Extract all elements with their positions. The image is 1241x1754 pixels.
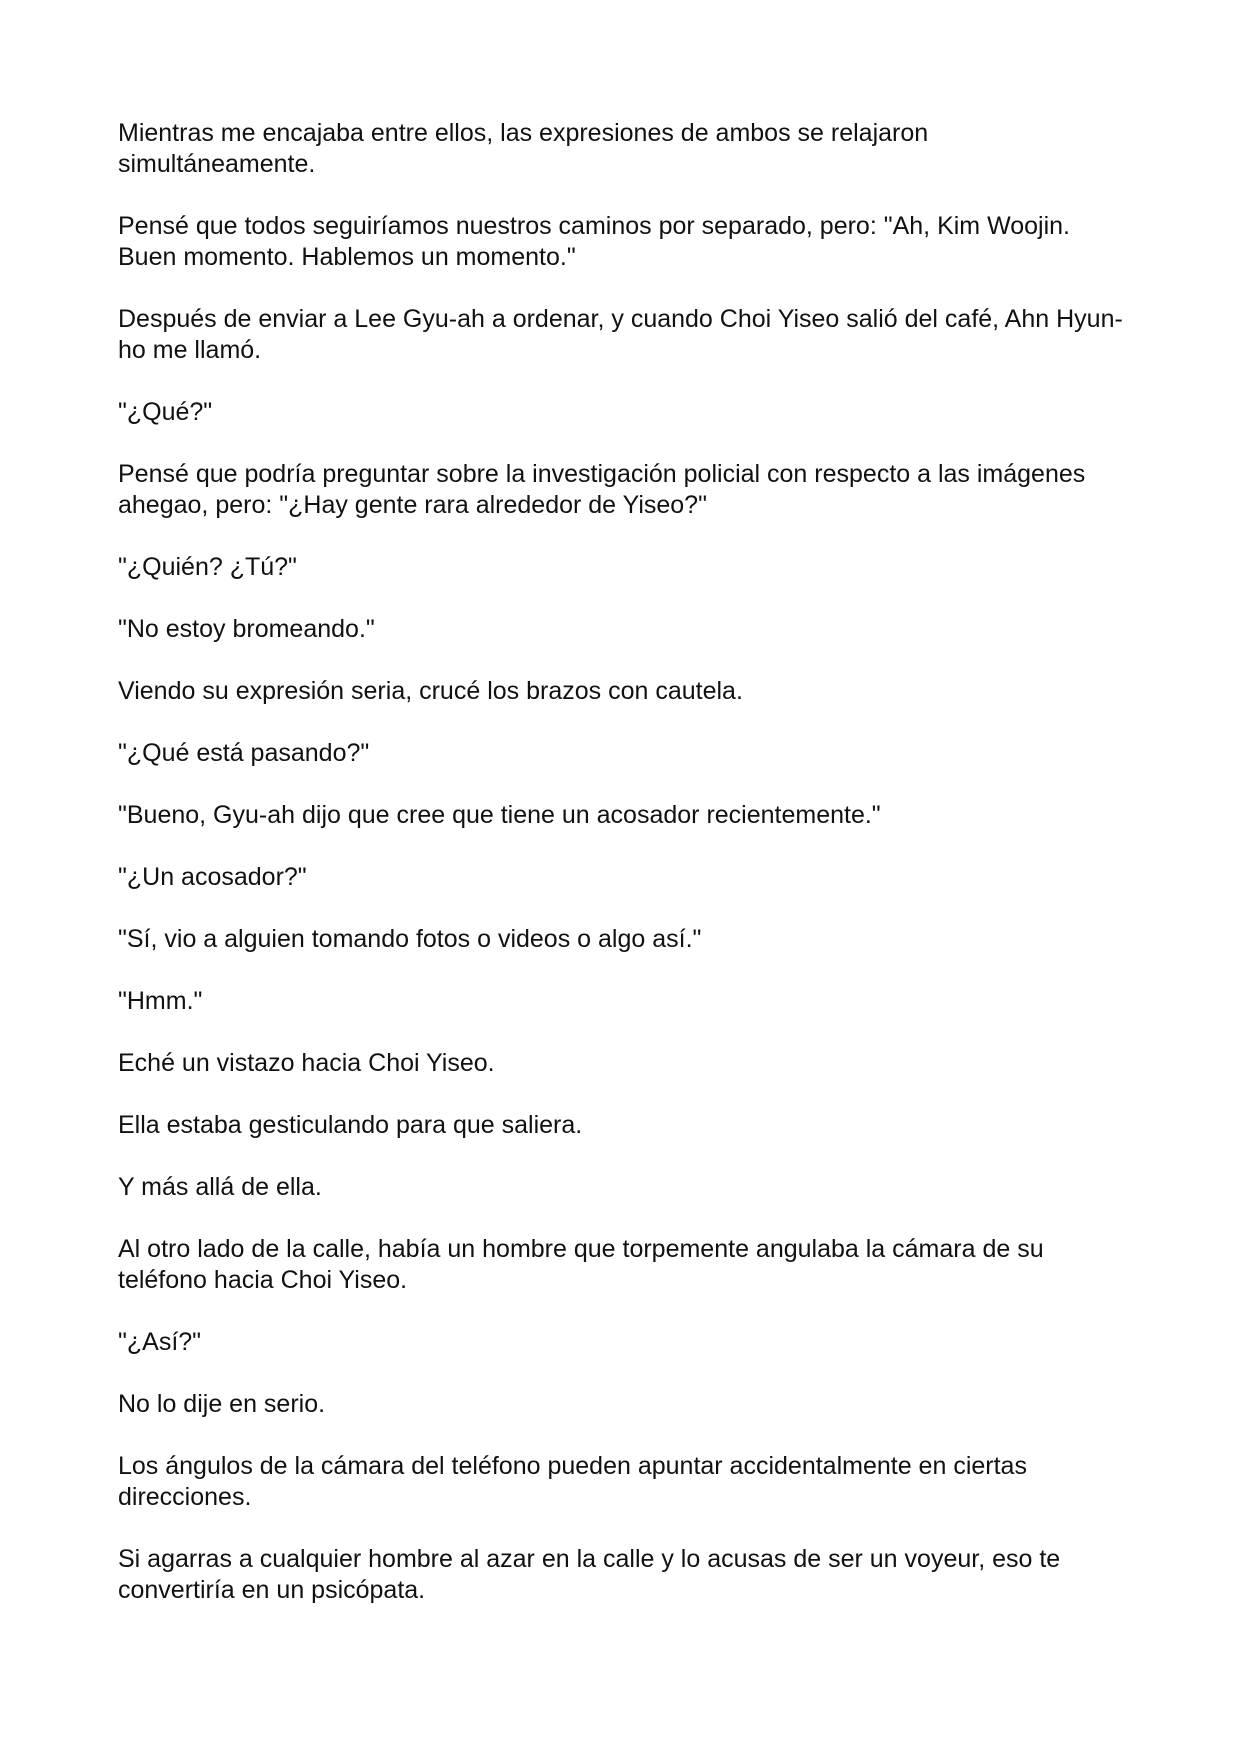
- paragraph: "Bueno, Gyu-ah dijo que cree que tiene un acosador recientemente.": [118, 801, 881, 829]
- paragraph: "Hmm.": [118, 987, 203, 1015]
- paragraph: No lo dije en serio.: [118, 1390, 326, 1418]
- paragraph: "Sí, vio a alguien tomando fotos o videos o algo así.": [118, 925, 702, 953]
- paragraph: Pensé que todos seguiríamos nuestros caminos por separado, pero: "Ah, Kim Woojin. Buen momento. Hablemos un momento.": [118, 212, 1070, 271]
- paragraph: "No estoy bromeando.": [118, 615, 375, 643]
- paragraph: Si agarras a cualquier hombre al azar en la calle y lo acusas de ser un voyeur, eso te convertiría en un psicópata.: [118, 1545, 1061, 1604]
- paragraph: Mientras me encajaba entre ellos, las expresiones de ambos se relajaron simultáneamente.: [118, 119, 929, 178]
- document-body: [118, 118, 1128, 1637]
- paragraph: "¿Así?": [118, 1328, 202, 1356]
- paragraph: Los ángulos de la cámara del teléfono pueden apuntar accidentalmente en ciertas direcciones.: [118, 1452, 1027, 1511]
- paragraph: Después de enviar a Lee Gyu-ah a ordenar, y cuando Choi Yiseo salió del café, Ahn Hyun-ho me llamó.: [118, 305, 1123, 364]
- paragraph: "¿Qué está pasando?": [118, 739, 370, 767]
- paragraph: Y más allá de ella.: [118, 1173, 322, 1201]
- paragraph: Al otro lado de la calle, había un hombre que torpemente angulaba la cámara de su teléfono hacia Choi Yiseo.: [118, 1235, 1044, 1294]
- paragraph: Viendo su expresión seria, crucé los brazos con cautela.: [118, 677, 743, 705]
- paragraph: Eché un vistazo hacia Choi Yiseo.: [118, 1049, 495, 1077]
- paragraph: "¿Un acosador?": [118, 863, 307, 891]
- paragraph: "¿Qué?": [118, 398, 213, 426]
- paragraph: "¿Quién? ¿Tú?": [118, 553, 297, 581]
- paragraph: Pensé que podría preguntar sobre la investigación policial con respecto a las imágenes ahegao, pero: "¿Hay gente rara alrededor de Yiseo?": [118, 460, 1086, 519]
- paragraph: Ella estaba gesticulando para que saliera.: [118, 1111, 583, 1139]
